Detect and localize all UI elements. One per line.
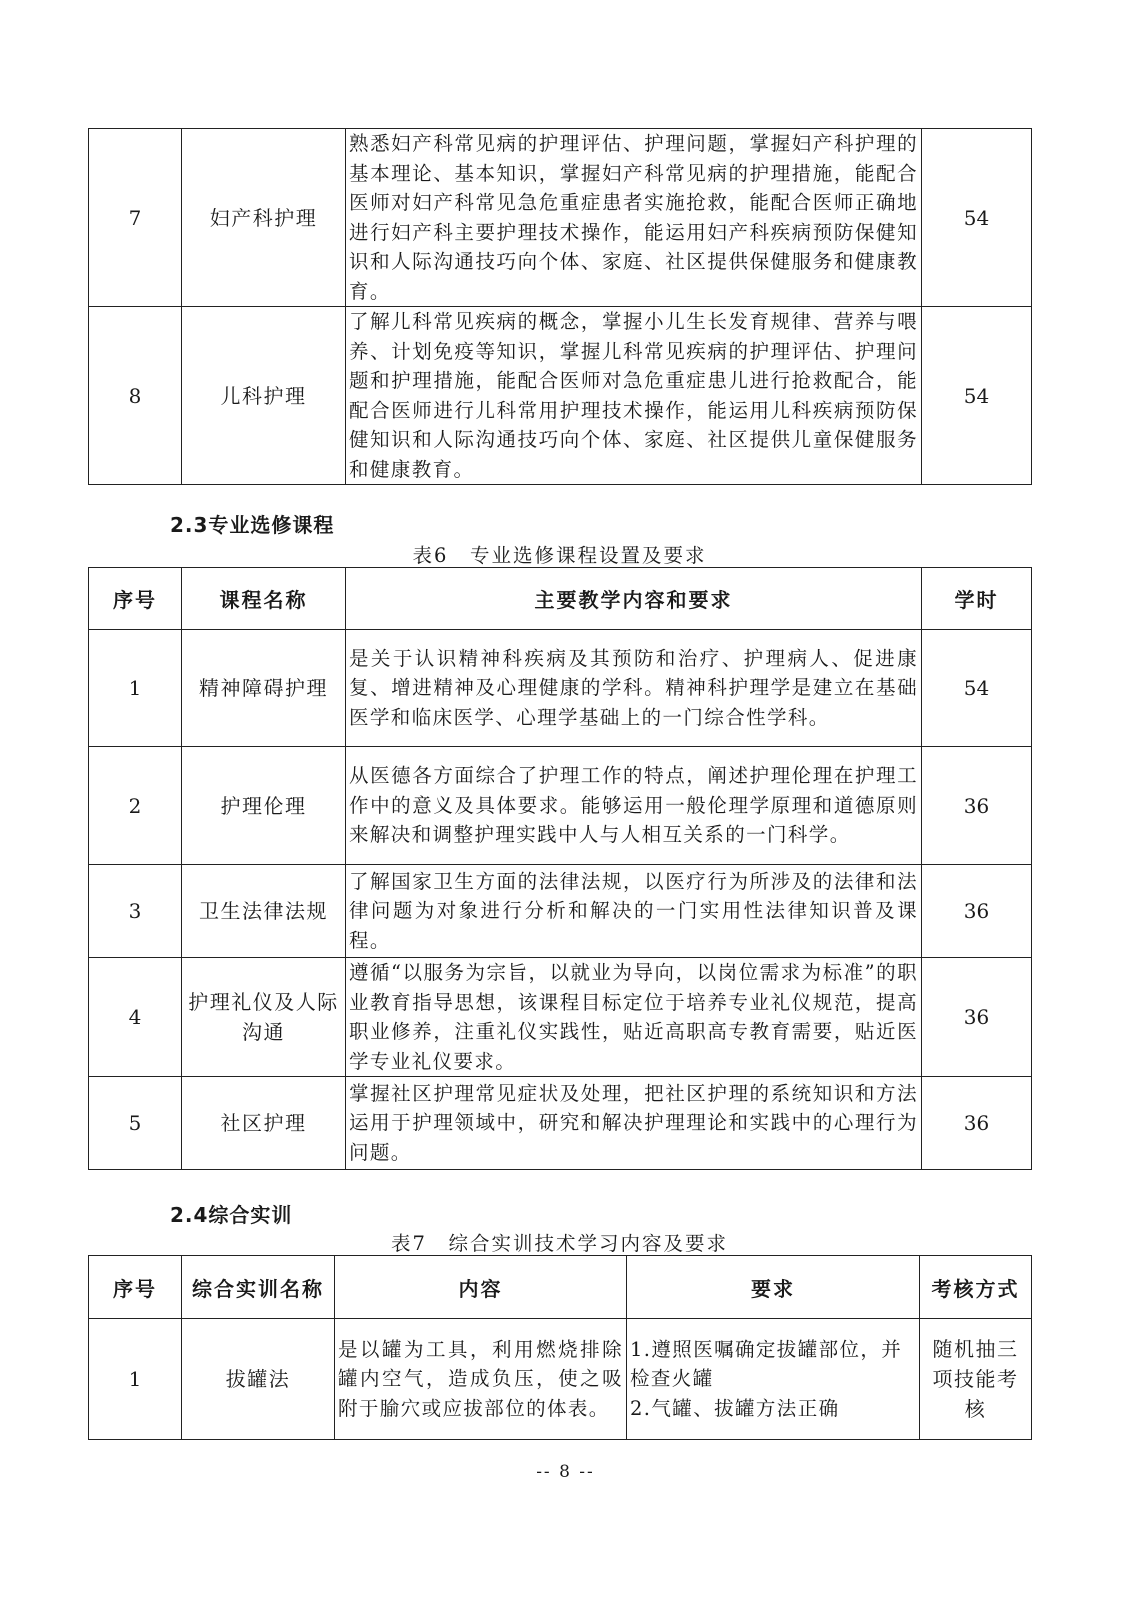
course-content: 掌握社区护理常见症状及处理，把社区护理的系统知识和方法运用于护理领域中，研究和解决护理理论和实践中的心理行为问题。 xyxy=(346,1077,922,1170)
section-heading-training: 2.4综合实训 xyxy=(170,1203,293,1227)
header-content: 内容 xyxy=(335,1256,627,1319)
row-number: 8 xyxy=(89,307,182,485)
header-exam-method: 考核方式 xyxy=(920,1256,1032,1319)
requirement-item: 2.气罐、拔罐方法正确 xyxy=(630,1396,840,1420)
training-content: 是以罐为工具，利用燃烧排除罐内空气，造成负压，使之吸附于腧穴或应拔部位的体表。 xyxy=(335,1319,627,1440)
table-caption-7: 表7 综合实训技术学习内容及要求 xyxy=(391,1232,728,1255)
table-header-row xyxy=(89,568,1032,630)
course-name: 儿科护理 xyxy=(182,307,346,485)
header-number: 序号 xyxy=(89,1256,182,1319)
row-number: 5 xyxy=(89,1077,182,1170)
row-number: 1 xyxy=(89,630,182,747)
header-course-name: 课程名称 xyxy=(182,568,346,630)
course-content: 了解国家卫生方面的法律法规，以医疗行为所涉及的法律和法律问题为对象进行分析和解决的一门实用性法律知识普及课程。 xyxy=(346,865,922,958)
training-name: 拔罐法 xyxy=(182,1319,335,1440)
header-training-name: 综合实训名称 xyxy=(182,1256,335,1319)
course-content: 从医德各方面综合了护理工作的特点，阐述护理伦理在护理工作中的意义及具体要求。能够运用一般伦理学原理和道德原则来解决和调整护理实践中人与人相互关系的一门科学。 xyxy=(346,747,922,865)
table-row xyxy=(89,307,1032,485)
course-content: 了解儿科常见疾病的概念，掌握小儿生长发育规律、营养与喂养、计划免疫等知识，掌握儿科常见疾病的护理评估、护理问题和护理措施，能配合医师对急危重症患儿进行抢救配合，能配合医师进行儿科常用护理技术操作，能运用儿科疾病预防保健知识和人际沟通技巧向个体、家庭、社区提供儿童保健服务和健康教育。 xyxy=(346,307,922,485)
table-row xyxy=(89,1319,1032,1440)
header-requirement: 要求 xyxy=(627,1256,920,1319)
row-number: 2 xyxy=(89,747,182,865)
course-hours: 36 xyxy=(922,1077,1032,1170)
exam-method: 随机抽三项技能考核 xyxy=(920,1319,1032,1440)
course-hours: 54 xyxy=(922,129,1032,307)
page-number: -- 8 -- xyxy=(536,1462,595,1482)
course-name: 精神障碍护理 xyxy=(182,630,346,747)
table-caption-6: 表6 专业选修课程设置及要求 xyxy=(412,544,707,567)
header-hours: 学时 xyxy=(922,568,1032,630)
table-row xyxy=(89,958,1032,1077)
course-name: 护理伦理 xyxy=(182,747,346,865)
table-row xyxy=(89,129,1032,307)
row-number: 1 xyxy=(89,1319,182,1440)
table-row xyxy=(89,630,1032,747)
course-name: 社区护理 xyxy=(182,1077,346,1170)
training-requirement xyxy=(627,1319,920,1440)
row-number: 4 xyxy=(89,958,182,1077)
course-content: 是关于认识精神科疾病及其预防和治疗、护理病人、促进康复、增进精神及心理健康的学科。精神科护理学是建立在基础医学和临床医学、心理学基础上的一门综合性学科。 xyxy=(346,630,922,747)
course-hours: 36 xyxy=(922,747,1032,865)
table-row xyxy=(89,747,1032,865)
section-heading-elective: 2.3专业选修课程 xyxy=(170,513,335,537)
table-header-row xyxy=(89,1256,1032,1319)
course-hours: 54 xyxy=(922,307,1032,485)
header-number: 序号 xyxy=(89,568,182,630)
course-hours: 54 xyxy=(922,630,1032,747)
course-name: 护理礼仪及人际沟通 xyxy=(182,958,346,1077)
requirement-item: 1.遵照医嘱确定拔罐部位，并检查火罐 xyxy=(630,1337,903,1391)
header-content: 主要教学内容和要求 xyxy=(346,568,922,630)
row-number: 3 xyxy=(89,865,182,958)
table-row xyxy=(89,1077,1032,1170)
course-name: 妇产科护理 xyxy=(182,129,346,307)
course-hours: 36 xyxy=(922,958,1032,1077)
training-table xyxy=(88,1255,1032,1440)
course-table-continued xyxy=(88,128,1032,485)
course-hours: 36 xyxy=(922,865,1032,958)
elective-course-table xyxy=(88,567,1032,1170)
course-content: 遵循“以服务为宗旨，以就业为导向，以岗位需求为标准”的职业教育指导思想，该课程目标定位于培养专业礼仪规范，提高职业修养，注重礼仪实践性，贴近高职高专教育需要，贴近医学专业礼仪要求。 xyxy=(346,958,922,1077)
course-content: 熟悉妇产科常见病的护理评估、护理问题，掌握妇产科护理的基本理论、基本知识，掌握妇产科常见病的护理措施，能配合医师对妇产科常见急危重症患者实施抢救，能配合医师正确地进行妇产科主要护理技术操作，能运用妇产科疾病预防保健知识和人际沟通技巧向个体、家庭、社区提供保健服务和健康教育。 xyxy=(346,129,922,307)
course-name: 卫生法律法规 xyxy=(182,865,346,958)
row-number: 7 xyxy=(89,129,182,307)
table-row xyxy=(89,865,1032,958)
